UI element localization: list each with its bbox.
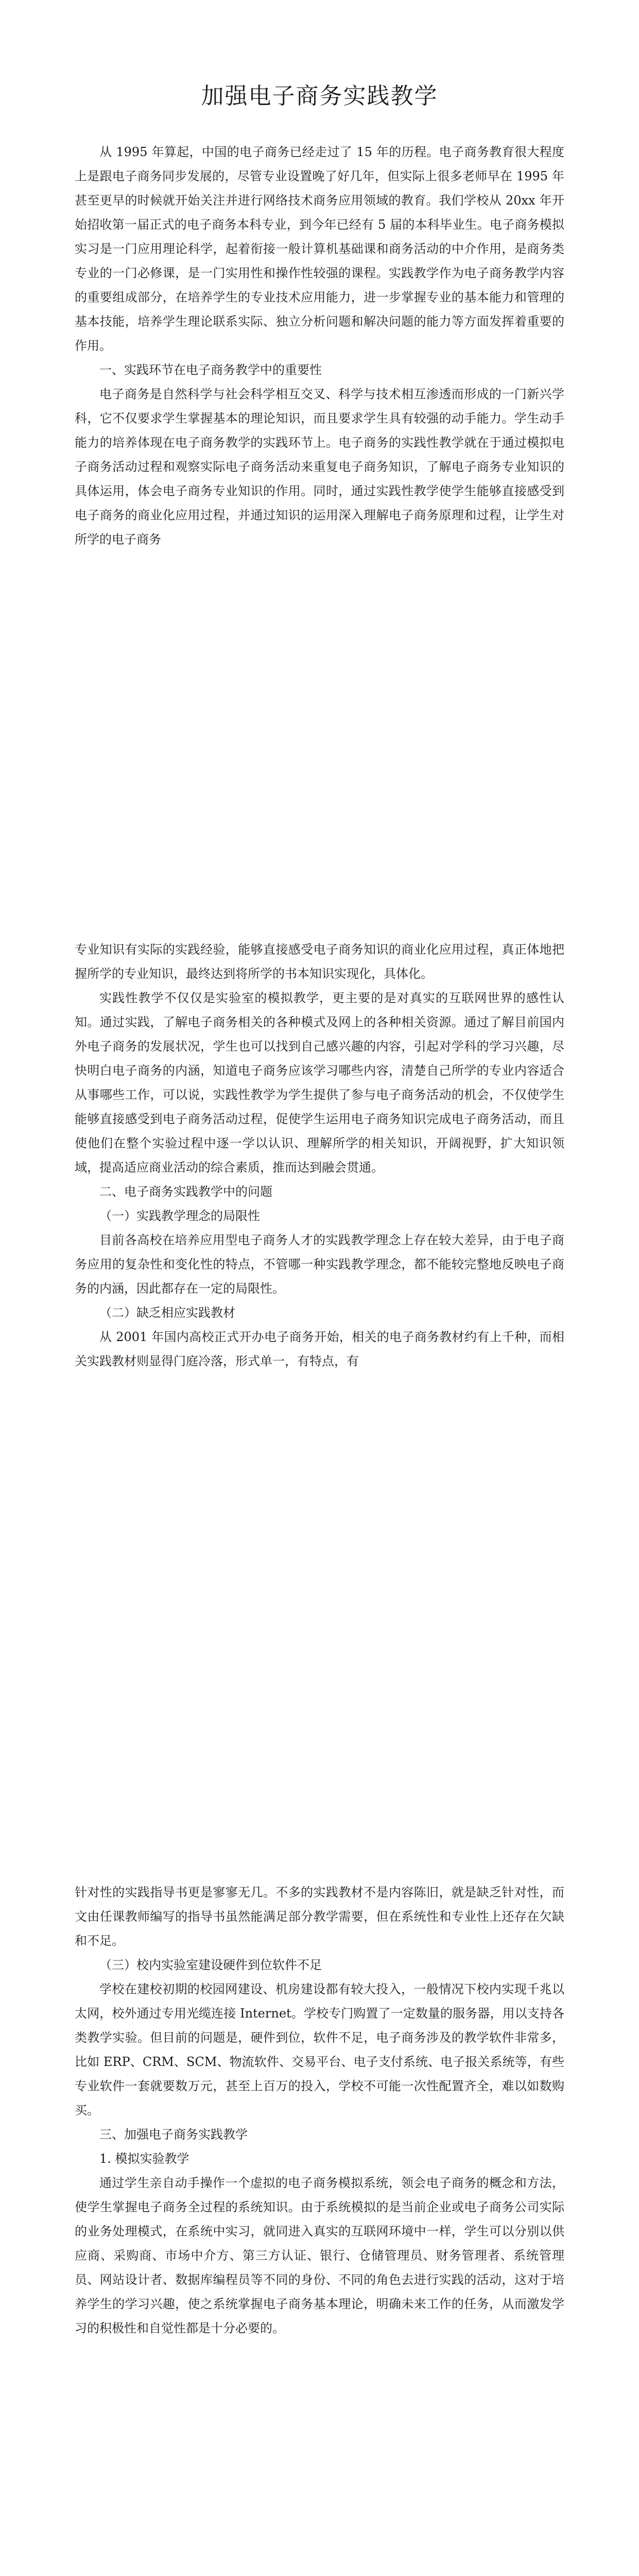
subsection-heading: （二）缺乏相应实践教材 bbox=[99, 1306, 235, 1320]
content-block-3 bbox=[75, 1880, 564, 2341]
paragraph: 学校在建校初期的校园网建设、机房建设都有较大投入，一般情况下校内实现千兆以太网，校外通过专用光缆连接 Internet。学校专门购置了一定数量的服务器，用以支持各类教学实验。但目前的问题是，硬件到位，软件不足，电子商务涉及的教学软件非常多，比如 ERP、CRM、SCM、物流软件、交易平台、电子支付系统、电子报关系统等，有些专业软件一套就要数万元，甚至上百万的投入，学校不可能一次性配置齐全，难以如数购买。 bbox=[75, 1982, 564, 2117]
paragraph: 电子商务是自然科学与社会科学相互交叉、科学与技术相互渗透而形成的一门新兴学科，它不仅要求学生掌握基本的理论知识，而且要求学生具有较强的动手能力。学生动手能力的培养体现在电子商务教学的实践环节上。电子商务的实践性教学就在于通过模拟电子商务活动过程和观察实际电子商务活动来重复电子商务知识，了解电子商务专业知识的具体运用，体会电子商务专业知识的作用。同时，通过实践性教学使学生能够直接感受到电子商务的商业化应用过程，并通过知识的运用深入理解电子商务原理和过程，让学生对所学的电子商务 bbox=[75, 387, 564, 547]
subsection-heading: 1. 模拟实验教学 bbox=[99, 2151, 189, 2166]
subsection-heading: （三）校内实验室建设硬件到位软件不足 bbox=[99, 1958, 322, 1972]
paragraph: 专业知识有实际的实践经验，能够直接感受电子商务知识的商业化应用过程，真正体地把握所学的专业知识，最终达到将所学的书本知识实现化，具体化。 bbox=[75, 942, 564, 981]
content-block-2 bbox=[75, 938, 564, 1374]
paragraph: 从 1995 年算起，中国的电子商务已经走过了 15 年的历程。电子商务教育很大程度上是跟电子商务同步发展的，尽管专业设置晚了好几年，但实际上很多老师早在 1995 年甚至更早的时候就开始关注并进行网络技术商务应用领域的教育。我们学校从 20xx 年开始招收第一届正式的电子商务本科专业，到今年已经有 5 届的本科毕业生。电子商务模拟实习是一门应用理论科学，起着衔接一般计算机基础课和商务活动的中介作用，是商务类专业的一门必修课，是一门实用性和操作性较强的课程。实践教学作为电子商务教学内容的重要组成部分，在培养学生的专业技术应用能力，进一步掌握专业的基本能力和管理的基本技能，培养学生理论联系实际、独立分析问题和解决问题的能力等方面发挥着重要的作用。 bbox=[75, 145, 564, 353]
page-title: 加强电子商务实践教学 bbox=[201, 83, 438, 109]
section-heading: 三、加强电子商务实践教学 bbox=[99, 2127, 248, 2142]
section-heading: 二、电子商务实践教学中的问题 bbox=[99, 1184, 272, 1199]
section-heading: 一、实践环节在电子商务教学中的重要性 bbox=[99, 363, 322, 377]
subsection-heading: （一）实践教学理念的局限性 bbox=[99, 1209, 260, 1223]
paragraph: 从 2001 年国内高校正式开办电子商务开始，相关的电子商务教材约有上千种，而相关实践教材则显得门庭冷落，形式单一，有特点，有 bbox=[75, 1330, 564, 1368]
paragraph: 通过学生亲自动手操作一个虚拟的电子商务模拟系统，领会电子商务的概念和方法，使学生掌握电子商务全过程的系统知识。由于系统模拟的是当前企业或电子商务公司实际的业务处理模式，在系统中实习，就同进入真实的互联网环境中一样，学生可以分别以供应商、采购商、市场中介方、第三方认证、银行、仓储管理员、财务管理者、系统管理员、网站设计者、数据库编程员等不同的身份、不同的角色去进行实践的活动，这对于培养学生的学习兴趣，使之系统掌握电子商务基本理论，明确未来工作的任务，从而激发学习的积极性和自觉性都是十分必要的。 bbox=[75, 2176, 564, 2335]
paragraph: 实践性教学不仅仅是实验室的模拟教学，更主要的是对真实的互联网世界的感性认知。通过实践，了解电子商务相关的各种模式及网上的各种相关资源。通过了解目前国内外电子商务的发展状况，学生也可以找到自己感兴趣的内容，引起对学科的学习兴趣，尽快明白电子商务的内涵，知道电子商务应该学习哪些内容，清楚自己所学的专业内容适合从事哪些工作，可以说，实践性教学为学生提供了参与电子商务活动的机会，不仅使学生能够直接感受到电子商务活动过程，促使学生运用电子商务知识完成电子商务活动，而且使他们在整个实验过程中逐一学以认识、理解所学的相关知识，开阔视野，扩大知识领域，提高适应商业活动的综合素质，推而达到融会贯通。 bbox=[75, 991, 564, 1175]
content-block-1 bbox=[75, 140, 564, 552]
paragraph: 目前各高校在培养应用型电子商务人才的实践教学理念上存在较大差异，由于电子商务应用的复杂性和变化性的特点，不管哪一种实践教学理念，都不能较完整地反映电子商务的内涵，因此都存在一定的局限性。 bbox=[75, 1233, 564, 1296]
paragraph: 针对性的实践指导书更是寥寥无几。不多的实践教材不是内容陈旧，就是缺乏针对性，而文由任课教师编写的指导书虽然能满足部分教学需要，但在系统性和专业性上还存在欠缺和不足。 bbox=[75, 1885, 564, 1948]
